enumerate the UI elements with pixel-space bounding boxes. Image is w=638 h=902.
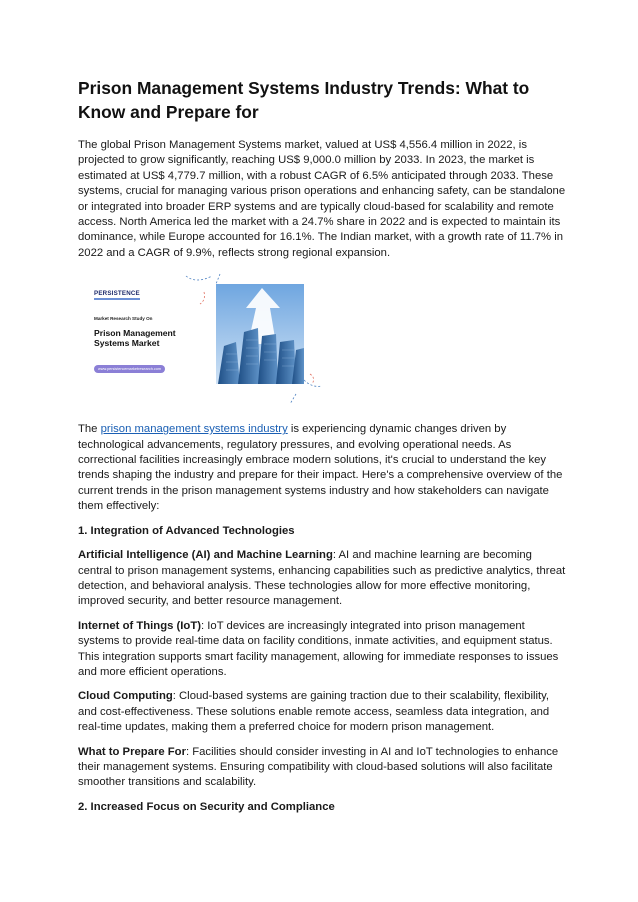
para2-before: The — [78, 423, 101, 436]
persistence-logo: PERSISTENCE — [94, 290, 140, 300]
iot-paragraph — [78, 619, 566, 681]
ai-ml-label: Artificial Intelligence (AI) and Machine Learning — [78, 549, 333, 562]
study-subtitle: Market Research Study On — [94, 316, 153, 322]
iot-text: : IoT devices are increasingly integrated into prison management systems to provide real-time data on facility conditions, inmate activities, and equipment status. This integration supports smart facility management, allowing for immediate responses to issues and more efficient operations. — [78, 619, 559, 678]
para2-after: is experiencing dynamic changes driven by technological advancements, regulatory pressures, and evolving operational needs. As correctional facilities increasingly embrace modern solutions, it's crucial to understand the key trends shaping the industry and prepare for their impact. Here's a comprehensive overview of the current trends in the prison management systems industry and how stakeholders can navigate them effectively: — [78, 423, 563, 513]
section-heading-advanced-tech: 1. Integration of Advanced Technologies — [78, 524, 295, 537]
section-heading-security: 2. Increased Focus on Security and Compliance — [78, 800, 335, 813]
cloud-text: : Cloud-based systems are gaining traction due to their scalability, flexibility, and cost-effectiveness. These solutions enable remote access, seamless data integration, and real-time updates, making them a preferred choice for modern prison management. — [78, 690, 550, 734]
intro-paragraph: The global Prison Management Systems market, valued at US$ 4,556.4 million in 2022, is projected to grow significantly, reaching US$ 9,000.0 million by 2033. In 2023, the market is estimated at US$ 4,779.7 million, with a robust CAGR of 6.5% anticipated through 2033. These systems, crucial for managing various prison operations and enhancing safety, can be standalone or integrated into broader ERP systems and are typically cloud-based for scalability and remote access. North America led the market with a 24.7% share in 2022 and is expected to maintain its dominance, while Europe accounted for 16.1%. The Indian market, with a growth rate of 11.7% in 2022 and a CAGR of 9.9%, reflects strong regional expansion. — [78, 139, 566, 259]
market-study-figure — [92, 270, 332, 410]
trends-overview-paragraph — [78, 422, 566, 514]
study-heading: Prison Management Systems Market — [94, 328, 176, 349]
ai-ml-text: : AI and machine learning are becoming central to prison management systems, enhancing capabilities such as predictive analytics, threat detection, and behavioral analysis. These technologies allow for more effective monitoring, improved security, and better resource management. — [78, 549, 566, 608]
document-page — [78, 76, 566, 824]
cloud-paragraph — [78, 689, 566, 735]
study-url-badge: www.persistencemarketresearch.com — [94, 365, 165, 373]
page-title: Prison Management Systems Industry Trends: What to Know and Prepare for — [78, 78, 530, 122]
prepare-label: What to Prepare For — [78, 745, 186, 758]
industry-link[interactable]: prison management systems industry — [100, 423, 288, 436]
prepare-paragraph — [78, 745, 566, 791]
iot-label: Internet of Things (IoT) — [78, 619, 201, 632]
cloud-label: Cloud Computing — [78, 690, 173, 703]
ai-ml-paragraph — [78, 548, 566, 610]
prepare-text: : Facilities should consider investing in AI and IoT technologies to enhance their management systems. Ensuring compatibility with cloud-based solutions will also facilitate smoother transitions and scalability. — [78, 745, 559, 789]
buildings-arrow-image — [216, 284, 304, 384]
study-card — [92, 284, 204, 382]
